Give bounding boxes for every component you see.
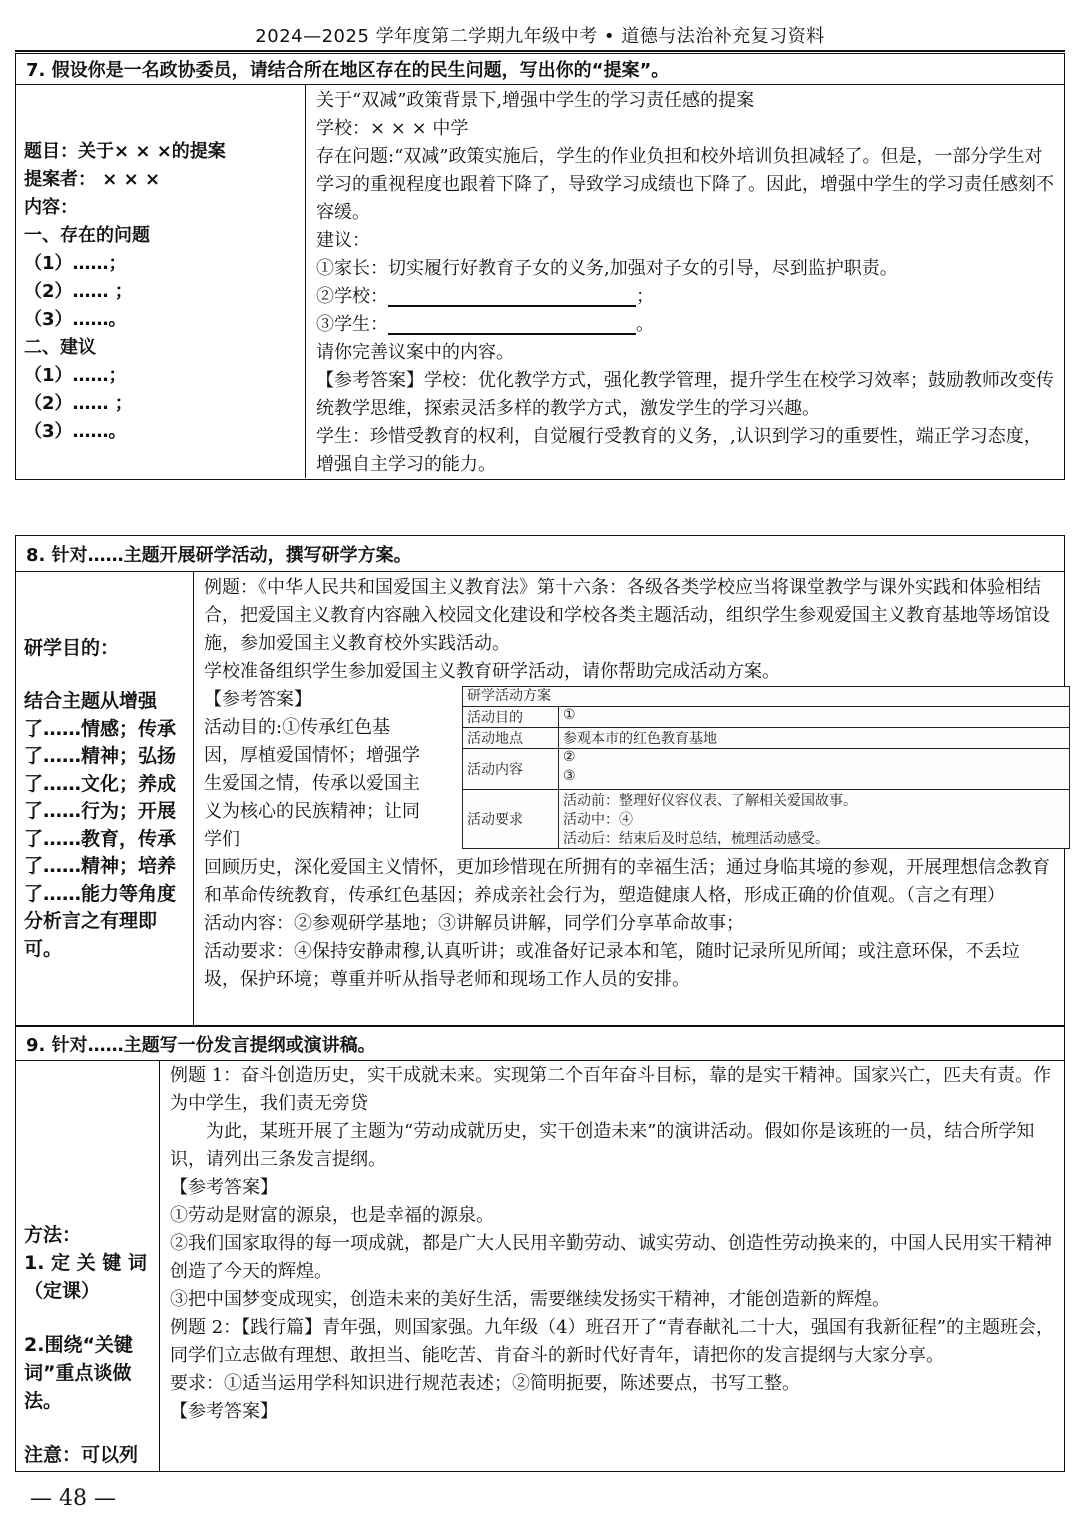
answer-content: 活动内容：②参观研学基地；③讲解员讲解，同学们分享革命故事； <box>204 913 744 934</box>
outline-line: 提案者： × × × <box>24 168 161 190</box>
header-rule <box>15 50 1065 52</box>
example-1: 例题 1：奋斗创造历史，实干成就未来。实现第二个百年奋斗目标，靠的是实干精神。国家兴亡，匹夫有责。作为中学生，我们责无旁贷 <box>170 1065 1052 1114</box>
section-8-outline <box>16 572 194 1025</box>
example-task: 学校准备组织学生参加爱国主义教育研学活动，请你帮助完成活动方案。 <box>204 661 780 682</box>
outline-line: （3）……。 <box>24 308 127 330</box>
proposal-school: 学校：× × × 中学 <box>316 118 469 139</box>
outline-line: 2.围绕“关键词”重点谈做法。 <box>24 1334 133 1412</box>
section-9-title: 9. 针对……主题写一份发言提纲或演讲稿。 <box>16 1027 1064 1061</box>
example-2-requirement: 要求：①适当运用学科知识进行规范表述；②简明扼要，陈述要点，书写工整。 <box>170 1373 800 1394</box>
section-7 <box>15 53 1065 480</box>
outline-line: （1）……； <box>24 364 127 386</box>
outline-line: 一、存在的问题 <box>24 224 150 246</box>
section-8 <box>15 535 1065 1026</box>
example-2: 例题 2：【践行篇】青年强，则国家强。九年级（4）班召开了“青春献礼二十大，强国有我新征程”的主题班会，同学们立志做有理想、敢担当、能吃苦、肯奋斗的新时代好青年，请把你的发言提纲与大家分享。 <box>170 1317 1055 1366</box>
outline-line: 方法： <box>24 1224 82 1246</box>
outline-spacer <box>24 1305 159 1331</box>
plan-key: 活动目的 <box>463 707 559 727</box>
reference-answer-label: 【参考答案】 <box>204 689 312 710</box>
example-text: 例题：《中华人民共和国爱国主义教育法》第十六条：各级各类学校应当将课堂教学与课外实践和体验相结合，把爱国主义教育内容融入校园文化建设和学校各类主题活动，组织学生参观爱国主义教育基地等场馆设施，参加爱国主义教育校外实践活动。 <box>204 577 1050 654</box>
plan-value-line: ② <box>563 749 576 765</box>
section-8-title: 8. 针对……主题开展研学活动，撰写研学方案。 <box>16 536 1064 572</box>
section-7-example <box>306 85 1063 478</box>
outline-line: （2）…… ； <box>24 392 133 414</box>
blank-end: 。 <box>636 314 654 335</box>
reference-answer-label: 【参考答案】 <box>170 1177 278 1198</box>
plan-value <box>559 749 1069 789</box>
outline-line: 二、建议 <box>24 336 96 358</box>
example-1-task: 为此，某班开展了主题为“劳动成就历史，实干创造未来”的演讲活动。假如你是该班的一员，结合所学知识，请列出三条发言提纲。 <box>170 1121 1035 1170</box>
blank-end: ； <box>636 286 654 307</box>
plan-row <box>463 707 1069 728</box>
reference-answer: 【参考答案】学校：优化教学方式，强化教学管理，提升学生在校学习效率；鼓励教师改变传统教学思维，探索灵活多样的教学方式，激发学生的学习兴趣。 <box>316 370 1054 419</box>
proposal-suggest-label: 建议： <box>316 230 370 251</box>
activity-plan-table <box>462 686 1070 849</box>
reference-answer-student: 学生：珍惜受教育的权利，自觉履行受教育的义务，,认识到学习的重要性，端正学习态度，增强自主学习的能力。 <box>316 426 1042 475</box>
plan-key: 活动地点 <box>463 728 559 748</box>
answer-purpose: 活动目的:①传承红色基因，厚植爱国情怀；增强学生爱国之情，传承以爱国主义为核心的民族精神；让同学们 <box>204 717 420 850</box>
section-9-outline <box>16 1061 160 1471</box>
plan-value-line: 活动前：整理好仪容仪表、了解相关爱国故事。 <box>563 793 857 809</box>
fill-blank <box>388 287 636 307</box>
proposal-student-blank <box>316 311 1055 339</box>
section-9 <box>15 1026 1065 1472</box>
answer-requirement: 活动要求：④保持安静肃穆,认真听讲；或准备好记录本和笔，随时记录所见所闻；或注意环保，不丢垃圾，保护环境；尊重并听从指导老师和现场工作人员的安排。 <box>204 941 1020 990</box>
answer-purpose-cont: 回顾历史，深化爱国主义情怀，更加珍惜现在所拥有的幸福生活；通过身临其境的参观，开展理想信念教育和革命传统教育，传承红色基因；养成亲社会行为，塑造健康人格，形成正确的价值观。（言之有理） <box>204 857 1050 906</box>
blank-label: ②学校： <box>316 286 388 307</box>
answer-point: ③把中国梦变成现实，创造未来的美好生活，需要继续发扬实干精神，才能创造新的辉煌。 <box>170 1289 890 1310</box>
plan-row <box>463 790 1069 848</box>
outline-line: （1）……； <box>24 252 127 274</box>
section-7-outline <box>16 85 306 478</box>
outline-line: 注意：可以列 <box>24 1444 139 1466</box>
page-number: — 48 — <box>30 1486 116 1511</box>
outline-line: 1. 定 关 键 词（定课） <box>24 1252 147 1302</box>
proposal-parents: ①家长：切实履行好教育子女的义务,加强对子女的引导，尽到监护职责。 <box>316 258 898 279</box>
page-header: 2024—2025 学年度第二学期九年级中考 • 道德与法治补充复习资料 <box>255 26 825 47</box>
plan-value-line: 活动后：结束后及时总结，梳理活动感受。 <box>563 831 829 847</box>
plan-value-line: 活动中：④ <box>563 812 633 828</box>
plan-key: 活动要求 <box>463 790 559 848</box>
outline-spacer <box>24 1415 159 1441</box>
blank-label: ③学生： <box>316 314 388 335</box>
fill-blank <box>388 315 636 335</box>
plan-key: 活动内容 <box>463 749 559 789</box>
plan-row <box>463 749 1069 790</box>
outline-line: 题目：关于× × ×的提案 <box>24 140 226 162</box>
section-9-example <box>160 1061 1063 1471</box>
proposal-school-blank <box>316 283 1055 311</box>
proposal-problem: 存在问题:“双减”政策实施后，学生的作业负担和校外培训负担减轻了。但是，一部分学生对学习的重视程度也跟着下降了，导致学习成绩也下降了。因此，增强中学生的学习责任感刻不容缓。 <box>316 146 1054 223</box>
answer-point: ①劳动是财富的源泉，也是幸福的源泉。 <box>170 1205 494 1226</box>
plan-caption: 研学活动方案 <box>463 687 1069 707</box>
outline-line: 内容： <box>24 196 78 218</box>
plan-value: 参观本市的红色教育基地 <box>563 731 717 747</box>
outline-line: 结合主题从增强了……情感；传承了……精神；弘扬了……文化；养成了……行为；开展了……教育，传承了……精神；培养了……能力等角度分析言之有理即可。 <box>24 690 177 960</box>
plan-value: ① <box>563 707 576 723</box>
reference-answer-label: 【参考答案】 <box>170 1401 278 1422</box>
plan-row <box>463 728 1069 749</box>
plan-value-line: ③ <box>563 768 576 784</box>
outline-line: （3）……。 <box>24 420 127 442</box>
answer-point: ②我们国家取得的每一项成就，都是广大人民用辛勤劳动、诚实劳动、创造性劳动换来的，中国人民用实干精神创造了今天的辉煌。 <box>170 1233 1052 1282</box>
outline-spacer <box>24 662 189 688</box>
proposal-task: 请你完善议案中的内容。 <box>316 342 514 363</box>
section-7-title: 7. 假设你是一名政协委员，请结合所在地区存在的民生问题，写出你的“提案”。 <box>16 54 1064 85</box>
outline-line: 研学目的： <box>24 637 120 659</box>
proposal-title: 关于“双减”政策背景下,增强中学生的学习责任感的提案 <box>316 90 755 111</box>
plan-value <box>559 790 1069 848</box>
outline-line: （2）…… ； <box>24 280 133 302</box>
